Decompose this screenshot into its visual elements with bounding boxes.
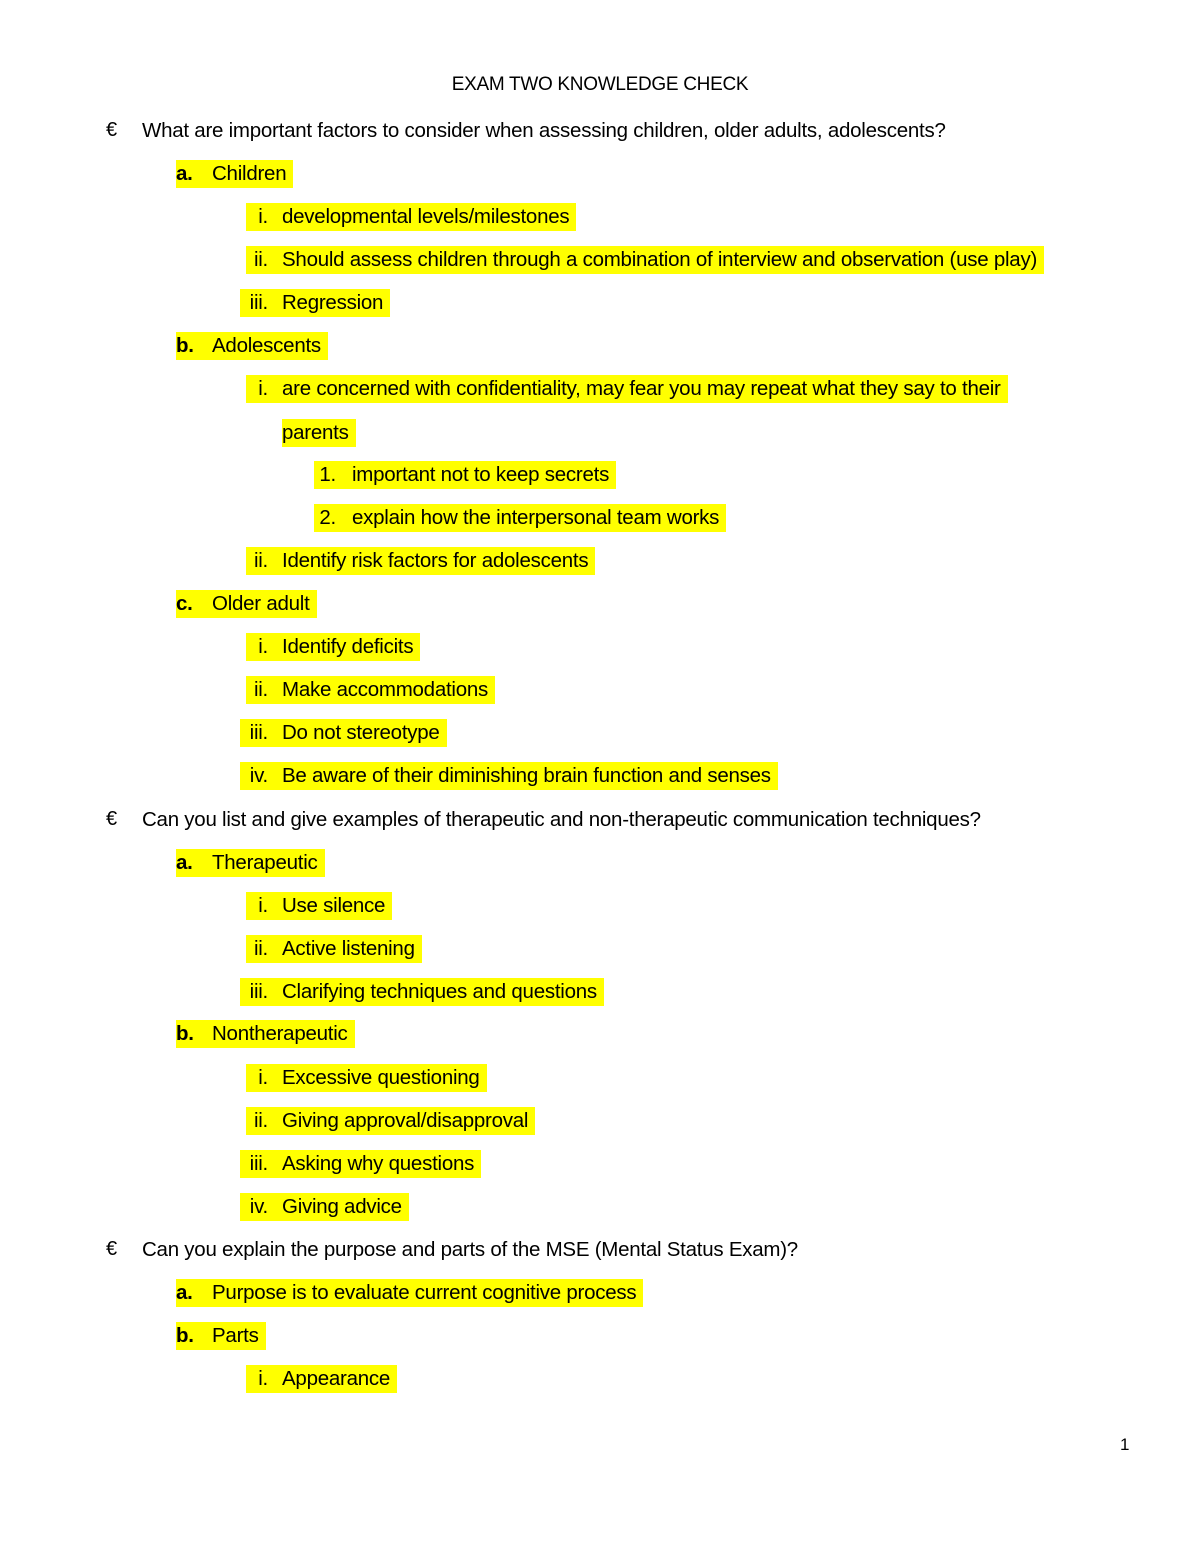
list-item: b. Nontherapeutic <box>176 1022 355 1052</box>
list-item: i. Appearance <box>246 1367 397 1397</box>
list-item: ii. Make accommodations <box>246 678 495 708</box>
bullet-1: € <box>106 119 117 141</box>
list-item: ii. Should assess children through a combination of interview and observation (use play) <box>246 248 1044 278</box>
list-item: c. Older adult <box>176 592 317 622</box>
list-item: b. Adolescents <box>176 334 328 364</box>
list-item: ii. Identify risk factors for adolescents <box>246 549 595 579</box>
list-item: iv. Be aware of their diminishing brain function and senses <box>240 764 778 794</box>
list-item: i. Use silence <box>246 894 392 924</box>
list-item: b. Parts <box>176 1324 266 1354</box>
list-item: ii. Active listening <box>246 937 422 967</box>
list-item: iii. Clarifying techniques and questions <box>240 980 604 1010</box>
list-item: i. developmental levels/milestones <box>246 205 576 235</box>
question-text: Can you list and give examples of therapeutic and non-therapeutic communication techniques? <box>142 808 981 831</box>
list-item: a. Therapeutic <box>176 851 325 881</box>
list-item: 2. explain how the interpersonal team works <box>314 506 726 536</box>
list-item: i. Excessive questioning <box>246 1066 487 1096</box>
bullet-2: € <box>106 808 117 830</box>
list-item: a. Children <box>176 162 293 192</box>
page-number: 1 <box>1120 1435 1130 1454</box>
list-item: iv. Giving advice <box>240 1195 409 1225</box>
question-text: What are important factors to consider when assessing children, older adults, adolescents? <box>142 119 946 142</box>
bullet-3: € <box>106 1238 117 1260</box>
list-item: iii. Asking why questions <box>240 1152 481 1182</box>
list-item: 1. important not to keep secrets <box>314 463 616 493</box>
list-item: iii. Regression <box>240 291 390 321</box>
list-item: i. Identify deficits <box>246 635 420 665</box>
list-item: iii. Do not stereotype <box>240 721 447 751</box>
list-item: ii. Giving approval/disapproval <box>246 1109 535 1139</box>
list-item: a. Purpose is to evaluate current cognitive process <box>176 1281 643 1311</box>
page-title: EXAM TWO KNOWLEDGE CHECK <box>451 74 749 95</box>
question-text: Can you explain the purpose and parts of the MSE (Mental Status Exam)? <box>142 1238 798 1261</box>
list-item: i. are concerned with confidentiality, may fear you may repeat what they say to their <box>246 377 1008 407</box>
list-item-continuation: parents <box>282 421 356 451</box>
